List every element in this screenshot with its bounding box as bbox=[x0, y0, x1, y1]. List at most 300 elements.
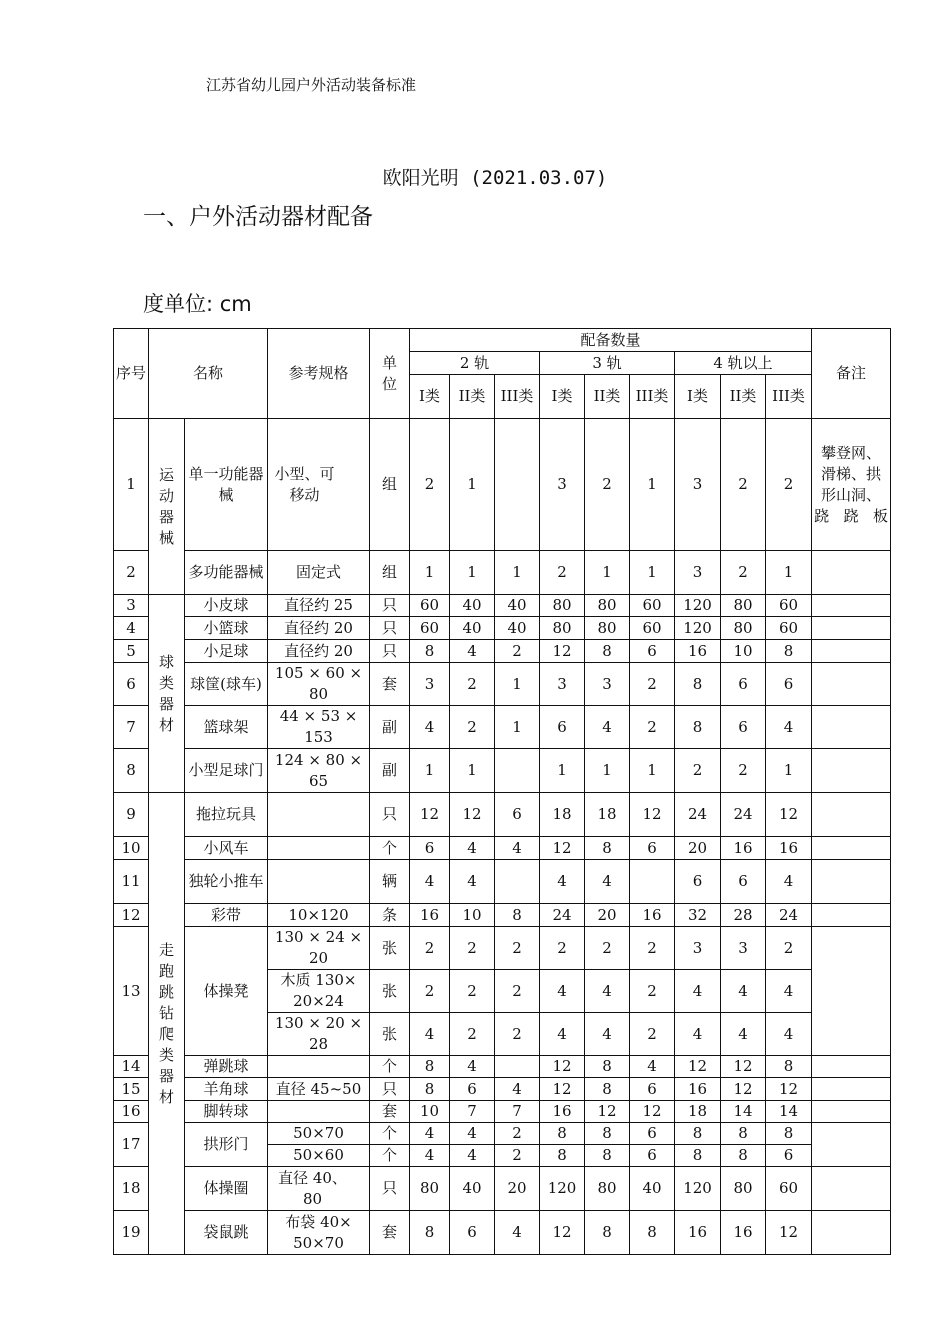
qty-cell: 8 bbox=[585, 1123, 630, 1145]
qty-cell: 4 bbox=[540, 860, 585, 904]
item-remark bbox=[812, 640, 891, 663]
table-row bbox=[114, 1101, 891, 1123]
item-unit: 张 bbox=[370, 970, 410, 1013]
table-row bbox=[114, 749, 891, 793]
row-no: 14 bbox=[114, 1056, 149, 1078]
item-spec bbox=[268, 793, 370, 837]
item-remark bbox=[812, 837, 891, 860]
qty-cell: 6 bbox=[721, 663, 766, 706]
qty-cell: 40 bbox=[450, 595, 495, 617]
qty-cell: 4 bbox=[495, 1078, 540, 1101]
qty-cell: 1 bbox=[585, 749, 630, 793]
item-unit: 只 bbox=[370, 595, 410, 617]
row-no: 1 bbox=[114, 419, 149, 551]
row-no: 3 bbox=[114, 595, 149, 617]
qty-cell: 4 bbox=[450, 640, 495, 663]
qty-cell: 4 bbox=[450, 1056, 495, 1078]
qty-cell: 8 bbox=[585, 1145, 630, 1167]
item-spec bbox=[268, 1056, 370, 1078]
qty-cell: 8 bbox=[410, 1211, 450, 1255]
qty-cell: 8 bbox=[721, 1145, 766, 1167]
qty-cell: 1 bbox=[630, 551, 675, 595]
item-spec: 直径约 25 bbox=[268, 595, 370, 617]
table-row bbox=[114, 927, 891, 970]
qty-cell: 4 bbox=[675, 1013, 721, 1056]
qty-cell: 2 bbox=[540, 551, 585, 595]
qty-cell: 4 bbox=[450, 1123, 495, 1145]
qty-cell: 6 bbox=[495, 793, 540, 837]
row-no: 17 bbox=[114, 1123, 149, 1167]
qty-cell: 2 bbox=[585, 927, 630, 970]
item-remark bbox=[812, 793, 891, 837]
item-spec: 130 × 24 × 20 bbox=[268, 927, 370, 970]
qty-cell: 12 bbox=[540, 837, 585, 860]
qty-cell: 20 bbox=[675, 837, 721, 860]
item-spec: 105 × 60 × 80 bbox=[268, 663, 370, 706]
header-class: II类 bbox=[450, 375, 495, 419]
qty-cell: 6 bbox=[630, 837, 675, 860]
item-name: 多功能器械 bbox=[185, 551, 268, 595]
qty-cell: 12 bbox=[540, 1078, 585, 1101]
qty-cell: 12 bbox=[585, 1101, 630, 1123]
qty-cell: 120 bbox=[675, 1167, 721, 1211]
qty-cell: 2 bbox=[495, 1123, 540, 1145]
item-name: 小篮球 bbox=[185, 617, 268, 640]
qty-cell: 3 bbox=[675, 927, 721, 970]
qty-cell: 12 bbox=[766, 793, 812, 837]
qty-cell: 8 bbox=[675, 706, 721, 749]
qty-cell: 1 bbox=[410, 749, 450, 793]
document-header-note: 江苏省幼儿园户外活动装备标准 bbox=[206, 76, 417, 94]
qty-cell: 6 bbox=[540, 706, 585, 749]
qty-cell: 4 bbox=[450, 837, 495, 860]
qty-cell: 32 bbox=[675, 904, 721, 927]
qty-cell bbox=[495, 749, 540, 793]
qty-cell: 4 bbox=[450, 860, 495, 904]
qty-cell: 4 bbox=[766, 860, 812, 904]
table-row bbox=[114, 663, 891, 706]
qty-cell: 6 bbox=[630, 1123, 675, 1145]
qty-cell: 2 bbox=[410, 970, 450, 1013]
header-no: 序号 bbox=[114, 329, 149, 419]
qty-cell: 2 bbox=[766, 419, 812, 551]
qty-cell: 2 bbox=[675, 749, 721, 793]
item-name: 独轮小推车 bbox=[185, 860, 268, 904]
qty-cell: 2 bbox=[450, 1013, 495, 1056]
item-unit: 条 bbox=[370, 904, 410, 927]
qty-cell: 24 bbox=[675, 793, 721, 837]
item-remark bbox=[812, 663, 891, 706]
qty-cell: 6 bbox=[630, 640, 675, 663]
qty-cell: 7 bbox=[450, 1101, 495, 1123]
item-name: 篮球架 bbox=[185, 706, 268, 749]
qty-cell: 16 bbox=[675, 1211, 721, 1255]
category-run-jump-crawl: 走跑跳钻爬类器材 bbox=[149, 793, 185, 1255]
row-no: 13 bbox=[114, 927, 149, 1056]
qty-cell: 6 bbox=[450, 1211, 495, 1255]
qty-cell: 4 bbox=[585, 1013, 630, 1056]
header-class: III类 bbox=[766, 375, 812, 419]
qty-cell: 2 bbox=[721, 419, 766, 551]
qty-cell: 12 bbox=[766, 1211, 812, 1255]
row-no: 9 bbox=[114, 793, 149, 837]
qty-cell: 2 bbox=[630, 927, 675, 970]
row-no: 11 bbox=[114, 860, 149, 904]
row-no: 19 bbox=[114, 1211, 149, 1255]
table-row bbox=[114, 419, 891, 551]
item-unit: 张 bbox=[370, 927, 410, 970]
header-quantity: 配备数量 bbox=[410, 329, 812, 352]
qty-cell: 1 bbox=[450, 419, 495, 551]
category-sports: 运动器械 bbox=[149, 419, 185, 595]
qty-cell: 4 bbox=[585, 706, 630, 749]
qty-cell: 4 bbox=[766, 970, 812, 1013]
table-row bbox=[114, 1167, 891, 1211]
qty-cell: 80 bbox=[721, 595, 766, 617]
item-name: 小型足球门 bbox=[185, 749, 268, 793]
item-spec: 木质 130× 20×24 bbox=[268, 970, 370, 1013]
qty-cell: 80 bbox=[721, 1167, 766, 1211]
qty-cell: 2 bbox=[410, 927, 450, 970]
qty-cell: 4 bbox=[585, 970, 630, 1013]
qty-cell: 16 bbox=[675, 1078, 721, 1101]
qty-cell: 1 bbox=[450, 749, 495, 793]
qty-cell bbox=[495, 419, 540, 551]
item-remark bbox=[812, 617, 891, 640]
item-name: 球筐(球车) bbox=[185, 663, 268, 706]
item-spec: 10×120 bbox=[268, 904, 370, 927]
item-spec bbox=[268, 860, 370, 904]
header-class: II类 bbox=[721, 375, 766, 419]
qty-cell: 80 bbox=[585, 1167, 630, 1211]
qty-cell: 60 bbox=[410, 617, 450, 640]
item-spec: 直径 45~50 bbox=[268, 1078, 370, 1101]
item-spec: 124 × 80 × 65 bbox=[268, 749, 370, 793]
item-name: 拱形门 bbox=[185, 1123, 268, 1167]
qty-cell: 1 bbox=[495, 706, 540, 749]
qty-cell: 4 bbox=[630, 1056, 675, 1078]
qty-cell: 8 bbox=[766, 1123, 812, 1145]
qty-cell: 1 bbox=[495, 551, 540, 595]
row-no: 10 bbox=[114, 837, 149, 860]
qty-cell: 12 bbox=[450, 793, 495, 837]
qty-cell: 1 bbox=[495, 663, 540, 706]
item-name: 小风车 bbox=[185, 837, 268, 860]
qty-cell: 6 bbox=[766, 1145, 812, 1167]
row-no: 16 bbox=[114, 1101, 149, 1123]
qty-cell: 1 bbox=[410, 551, 450, 595]
item-unit: 副 bbox=[370, 706, 410, 749]
item-unit: 只 bbox=[370, 640, 410, 663]
qty-cell: 18 bbox=[585, 793, 630, 837]
qty-cell: 3 bbox=[721, 927, 766, 970]
qty-cell: 1 bbox=[766, 551, 812, 595]
item-spec bbox=[268, 837, 370, 860]
item-name: 小皮球 bbox=[185, 595, 268, 617]
qty-cell: 6 bbox=[450, 1078, 495, 1101]
header-class: I类 bbox=[410, 375, 450, 419]
qty-cell: 8 bbox=[410, 1078, 450, 1101]
qty-cell: 1 bbox=[450, 551, 495, 595]
item-unit: 个 bbox=[370, 1145, 410, 1167]
qty-cell: 10 bbox=[450, 904, 495, 927]
item-name: 脚转球 bbox=[185, 1101, 268, 1123]
row-no: 8 bbox=[114, 749, 149, 793]
qty-cell: 80 bbox=[540, 617, 585, 640]
item-name: 袋鼠跳 bbox=[185, 1211, 268, 1255]
qty-cell: 2 bbox=[630, 706, 675, 749]
table-row bbox=[114, 1211, 891, 1255]
row-no: 7 bbox=[114, 706, 149, 749]
header-class: I类 bbox=[675, 375, 721, 419]
item-remark bbox=[812, 706, 891, 749]
table-row bbox=[114, 551, 891, 595]
item-remark bbox=[812, 927, 891, 1056]
item-name: 羊角球 bbox=[185, 1078, 268, 1101]
qty-cell: 2 bbox=[450, 970, 495, 1013]
qty-cell: 8 bbox=[585, 1078, 630, 1101]
item-unit: 组 bbox=[370, 551, 410, 595]
item-name: 弹跳球 bbox=[185, 1056, 268, 1078]
item-spec bbox=[268, 1101, 370, 1123]
header-group-3: 3 轨 bbox=[540, 352, 675, 375]
qty-cell: 60 bbox=[410, 595, 450, 617]
table-row bbox=[114, 837, 891, 860]
item-unit: 套 bbox=[370, 1101, 410, 1123]
qty-cell: 2 bbox=[495, 927, 540, 970]
item-unit: 个 bbox=[370, 1056, 410, 1078]
qty-cell: 3 bbox=[540, 419, 585, 551]
item-remark bbox=[812, 595, 891, 617]
table-row bbox=[114, 793, 891, 837]
qty-cell: 8 bbox=[540, 1123, 585, 1145]
qty-cell: 4 bbox=[766, 1013, 812, 1056]
item-remark bbox=[812, 1123, 891, 1167]
qty-cell: 120 bbox=[675, 617, 721, 640]
qty-cell: 8 bbox=[410, 1056, 450, 1078]
table-row bbox=[114, 595, 891, 617]
item-unit: 张 bbox=[370, 1013, 410, 1056]
qty-cell: 8 bbox=[766, 1056, 812, 1078]
item-remark bbox=[812, 1056, 891, 1078]
qty-cell: 2 bbox=[630, 970, 675, 1013]
table-row bbox=[114, 1056, 891, 1078]
qty-cell: 4 bbox=[410, 1145, 450, 1167]
qty-cell: 2 bbox=[495, 1013, 540, 1056]
item-spec: 直径约 20 bbox=[268, 617, 370, 640]
qty-cell: 4 bbox=[675, 970, 721, 1013]
qty-cell: 40 bbox=[450, 1167, 495, 1211]
item-unit: 只 bbox=[370, 793, 410, 837]
header-class: I类 bbox=[540, 375, 585, 419]
item-name: 单一功能器械 bbox=[185, 419, 268, 551]
qty-cell: 4 bbox=[585, 860, 630, 904]
unit-line: 度单位: cm bbox=[143, 292, 252, 316]
qty-cell bbox=[495, 1056, 540, 1078]
item-name: 体操圈 bbox=[185, 1167, 268, 1211]
item-remark bbox=[812, 1167, 891, 1211]
qty-cell: 8 bbox=[766, 640, 812, 663]
qty-cell: 60 bbox=[766, 617, 812, 640]
item-spec: 44 × 53 × 153 bbox=[268, 706, 370, 749]
qty-cell: 8 bbox=[585, 1056, 630, 1078]
qty-cell: 2 bbox=[450, 927, 495, 970]
qty-cell: 4 bbox=[540, 970, 585, 1013]
qty-cell: 8 bbox=[410, 640, 450, 663]
qty-cell: 2 bbox=[495, 1145, 540, 1167]
qty-cell: 8 bbox=[675, 1123, 721, 1145]
qty-cell: 4 bbox=[495, 837, 540, 860]
qty-cell: 3 bbox=[410, 663, 450, 706]
table-row bbox=[114, 640, 891, 663]
qty-cell: 4 bbox=[721, 1013, 766, 1056]
qty-cell: 3 bbox=[675, 419, 721, 551]
item-spec: 布袋 40× 50×70 bbox=[268, 1211, 370, 1255]
qty-cell: 18 bbox=[540, 793, 585, 837]
qty-cell: 4 bbox=[410, 1013, 450, 1056]
qty-cell: 4 bbox=[766, 706, 812, 749]
qty-cell: 4 bbox=[450, 1145, 495, 1167]
qty-cell: 8 bbox=[585, 640, 630, 663]
qty-cell: 4 bbox=[495, 1211, 540, 1255]
qty-cell: 12 bbox=[630, 793, 675, 837]
qty-cell: 14 bbox=[766, 1101, 812, 1123]
qty-cell: 80 bbox=[585, 595, 630, 617]
row-no: 5 bbox=[114, 640, 149, 663]
qty-cell: 2 bbox=[630, 1013, 675, 1056]
item-unit: 只 bbox=[370, 617, 410, 640]
row-no: 6 bbox=[114, 663, 149, 706]
item-unit: 套 bbox=[370, 663, 410, 706]
qty-cell: 40 bbox=[630, 1167, 675, 1211]
qty-cell: 2 bbox=[766, 927, 812, 970]
qty-cell: 16 bbox=[721, 837, 766, 860]
section-title: 一、户外活动器材配备 bbox=[143, 204, 373, 230]
qty-cell: 6 bbox=[721, 706, 766, 749]
equipment-table bbox=[113, 328, 891, 1255]
qty-cell: 1 bbox=[630, 749, 675, 793]
qty-cell: 4 bbox=[540, 1013, 585, 1056]
qty-cell: 16 bbox=[675, 640, 721, 663]
qty-cell: 14 bbox=[721, 1101, 766, 1123]
row-no: 4 bbox=[114, 617, 149, 640]
item-name: 小足球 bbox=[185, 640, 268, 663]
qty-cell: 4 bbox=[410, 860, 450, 904]
item-spec: 直径 40、80 bbox=[268, 1167, 370, 1211]
qty-cell bbox=[495, 860, 540, 904]
qty-cell: 16 bbox=[410, 904, 450, 927]
item-unit: 个 bbox=[370, 1123, 410, 1145]
qty-cell: 12 bbox=[766, 1078, 812, 1101]
qty-cell: 120 bbox=[540, 1167, 585, 1211]
qty-cell: 40 bbox=[450, 617, 495, 640]
qty-cell: 3 bbox=[675, 551, 721, 595]
qty-cell: 1 bbox=[630, 419, 675, 551]
qty-cell: 120 bbox=[675, 595, 721, 617]
qty-cell: 8 bbox=[675, 663, 721, 706]
qty-cell: 6 bbox=[721, 860, 766, 904]
item-name: 彩带 bbox=[185, 904, 268, 927]
item-remark bbox=[812, 1078, 891, 1101]
table-row bbox=[114, 617, 891, 640]
qty-cell bbox=[630, 860, 675, 904]
qty-cell: 12 bbox=[630, 1101, 675, 1123]
qty-cell: 2 bbox=[540, 927, 585, 970]
qty-cell: 16 bbox=[766, 837, 812, 860]
header-unit: 单位 bbox=[370, 329, 410, 419]
qty-cell: 7 bbox=[495, 1101, 540, 1123]
qty-cell: 16 bbox=[630, 904, 675, 927]
qty-cell: 10 bbox=[410, 1101, 450, 1123]
item-spec: 小型、可移动 bbox=[268, 419, 370, 551]
header-class: II类 bbox=[585, 375, 630, 419]
qty-cell: 60 bbox=[766, 595, 812, 617]
item-unit: 组 bbox=[370, 419, 410, 551]
item-remark bbox=[812, 860, 891, 904]
qty-cell: 2 bbox=[721, 749, 766, 793]
qty-cell: 18 bbox=[675, 1101, 721, 1123]
qty-cell: 8 bbox=[585, 837, 630, 860]
table-row bbox=[114, 706, 891, 749]
qty-cell: 4 bbox=[410, 1123, 450, 1145]
qty-cell: 8 bbox=[495, 904, 540, 927]
item-unit: 只 bbox=[370, 1167, 410, 1211]
qty-cell: 40 bbox=[495, 617, 540, 640]
qty-cell: 12 bbox=[675, 1056, 721, 1078]
category-ball: 球类器材 bbox=[149, 595, 185, 793]
qty-cell: 4 bbox=[721, 970, 766, 1013]
item-unit: 个 bbox=[370, 837, 410, 860]
qty-cell: 1 bbox=[766, 749, 812, 793]
qty-cell: 12 bbox=[410, 793, 450, 837]
qty-cell: 6 bbox=[410, 837, 450, 860]
item-unit: 辆 bbox=[370, 860, 410, 904]
qty-cell: 80 bbox=[540, 595, 585, 617]
item-name: 体操凳 bbox=[185, 927, 268, 1056]
header-name: 名称 bbox=[149, 329, 268, 419]
qty-cell: 2 bbox=[450, 706, 495, 749]
item-remark bbox=[812, 551, 891, 595]
item-name: 拖拉玩具 bbox=[185, 793, 268, 837]
qty-cell: 60 bbox=[630, 617, 675, 640]
item-remark bbox=[812, 1211, 891, 1255]
qty-cell: 8 bbox=[675, 1145, 721, 1167]
header-group-2: 2 轨 bbox=[410, 352, 540, 375]
item-remark bbox=[812, 904, 891, 927]
item-spec: 直径约 20 bbox=[268, 640, 370, 663]
qty-cell: 12 bbox=[721, 1056, 766, 1078]
qty-cell: 3 bbox=[540, 663, 585, 706]
qty-cell: 80 bbox=[410, 1167, 450, 1211]
item-unit: 副 bbox=[370, 749, 410, 793]
qty-cell: 2 bbox=[721, 551, 766, 595]
header-spec: 参考规格 bbox=[268, 329, 370, 419]
qty-cell: 8 bbox=[585, 1211, 630, 1255]
qty-cell: 80 bbox=[585, 617, 630, 640]
qty-cell: 20 bbox=[495, 1167, 540, 1211]
qty-cell: 24 bbox=[540, 904, 585, 927]
qty-cell: 10 bbox=[721, 640, 766, 663]
item-spec: 130 × 20 × 28 bbox=[268, 1013, 370, 1056]
item-spec: 50×70 bbox=[268, 1123, 370, 1145]
qty-cell: 80 bbox=[721, 617, 766, 640]
header-group-4: 4 轨以上 bbox=[675, 352, 812, 375]
qty-cell: 20 bbox=[585, 904, 630, 927]
qty-cell: 6 bbox=[630, 1145, 675, 1167]
row-no: 15 bbox=[114, 1078, 149, 1101]
qty-cell: 60 bbox=[630, 595, 675, 617]
qty-cell: 12 bbox=[540, 1056, 585, 1078]
